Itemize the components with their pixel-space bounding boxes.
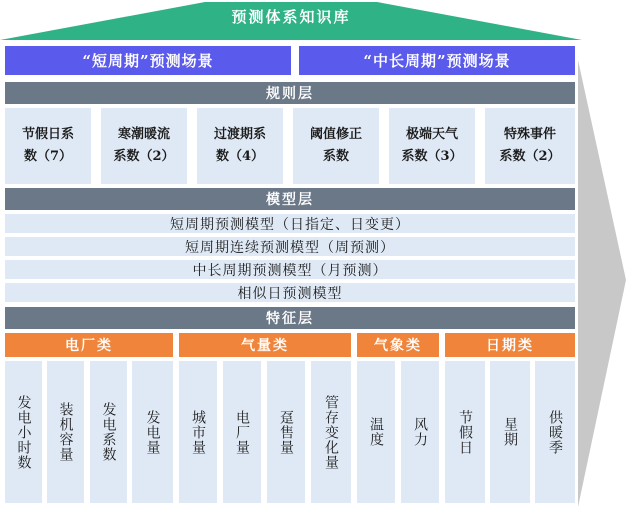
model-similar-day: 相似日预测模型: [5, 283, 575, 302]
rule-line: 系数（2）: [499, 149, 561, 164]
feature-label: 节假日: [457, 409, 473, 455]
rule-line: 寒潮暖流: [117, 127, 170, 142]
feature-label: 星期: [502, 417, 518, 447]
rule-line: 系数（3）: [401, 149, 463, 164]
rule-special-event-coefficient: [485, 108, 575, 184]
feature-installed-capacity: [47, 361, 84, 503]
feature-wind-force: [401, 361, 439, 503]
feature-weekday: [490, 361, 530, 503]
feature-label: 发电小时数: [15, 394, 32, 470]
rule-holiday-coefficient: [5, 108, 91, 184]
model-layer-header: 模型层: [5, 188, 575, 210]
rule-line: 极端天气: [405, 127, 458, 142]
rule-extreme-weather-coefficient: [389, 108, 475, 184]
roof-banner: [0, 0, 582, 40]
feature-temperature: [357, 361, 395, 503]
scenario-short-period: “短周期”预测场景: [5, 46, 291, 75]
rule-threshold-correction-coefficient: [293, 108, 379, 184]
model-short-period: 短周期预测模型（日指定、日变更）: [5, 214, 575, 233]
rule-line: 数（7）: [23, 149, 73, 164]
feature-heating-season: [535, 361, 575, 503]
feature-label: 电厂量: [234, 409, 250, 455]
feature-generation-hours: [5, 361, 42, 503]
category-date: 日期类: [445, 333, 575, 357]
rule-line: 阈值修正: [309, 127, 362, 142]
feature-label: 供暖季: [547, 409, 563, 455]
feature-label: 管存变化量: [323, 394, 339, 470]
category-gas-volume: 气量类: [179, 333, 351, 357]
feature-label: 城市量: [190, 409, 206, 455]
feature-plant-volume: [223, 361, 261, 503]
scenario-long-period: “中长周期”预测场景: [299, 46, 575, 75]
feature-holiday: [445, 361, 485, 503]
feature-label: 风力: [412, 417, 428, 447]
feature-label: 发电系数: [100, 402, 117, 462]
feature-pipeline-storage-change: [311, 361, 351, 503]
feature-label: 发电量: [144, 409, 161, 455]
feature-wholesale-volume: [267, 361, 305, 503]
right-arrow-icon: [578, 60, 626, 507]
feature-label: 趸售量: [278, 409, 294, 455]
page-title: 预测体系知识库: [231, 8, 351, 26]
feature-city-volume: [179, 361, 217, 503]
model-long-period: 中长周期预测模型（月预测）: [5, 260, 575, 279]
model-short-period-continuous: 短周期连续预测模型（周预测）: [5, 237, 575, 256]
rule-line: 特殊事件: [503, 127, 556, 142]
feature-power-generation: [132, 361, 173, 503]
feature-layer-header: 特征层: [5, 307, 575, 329]
feature-label: 温度: [368, 417, 384, 447]
category-weather: 气象类: [357, 333, 439, 357]
rule-line: 系数（2）: [113, 149, 175, 164]
rule-line: 过渡期系: [213, 127, 266, 142]
rule-line: 系数: [322, 149, 349, 164]
rule-cold-warm-current-coefficient: [101, 108, 187, 184]
category-power-plant: 电厂类: [5, 333, 173, 357]
rule-line: 节假日系: [21, 127, 74, 142]
rule-transition-period-coefficient: [197, 108, 283, 184]
feature-label: 装机容量: [57, 402, 74, 462]
rules-layer-header: 规则层: [5, 82, 575, 104]
rule-line: 数（4）: [215, 149, 265, 164]
feature-generation-coefficient: [90, 361, 127, 503]
